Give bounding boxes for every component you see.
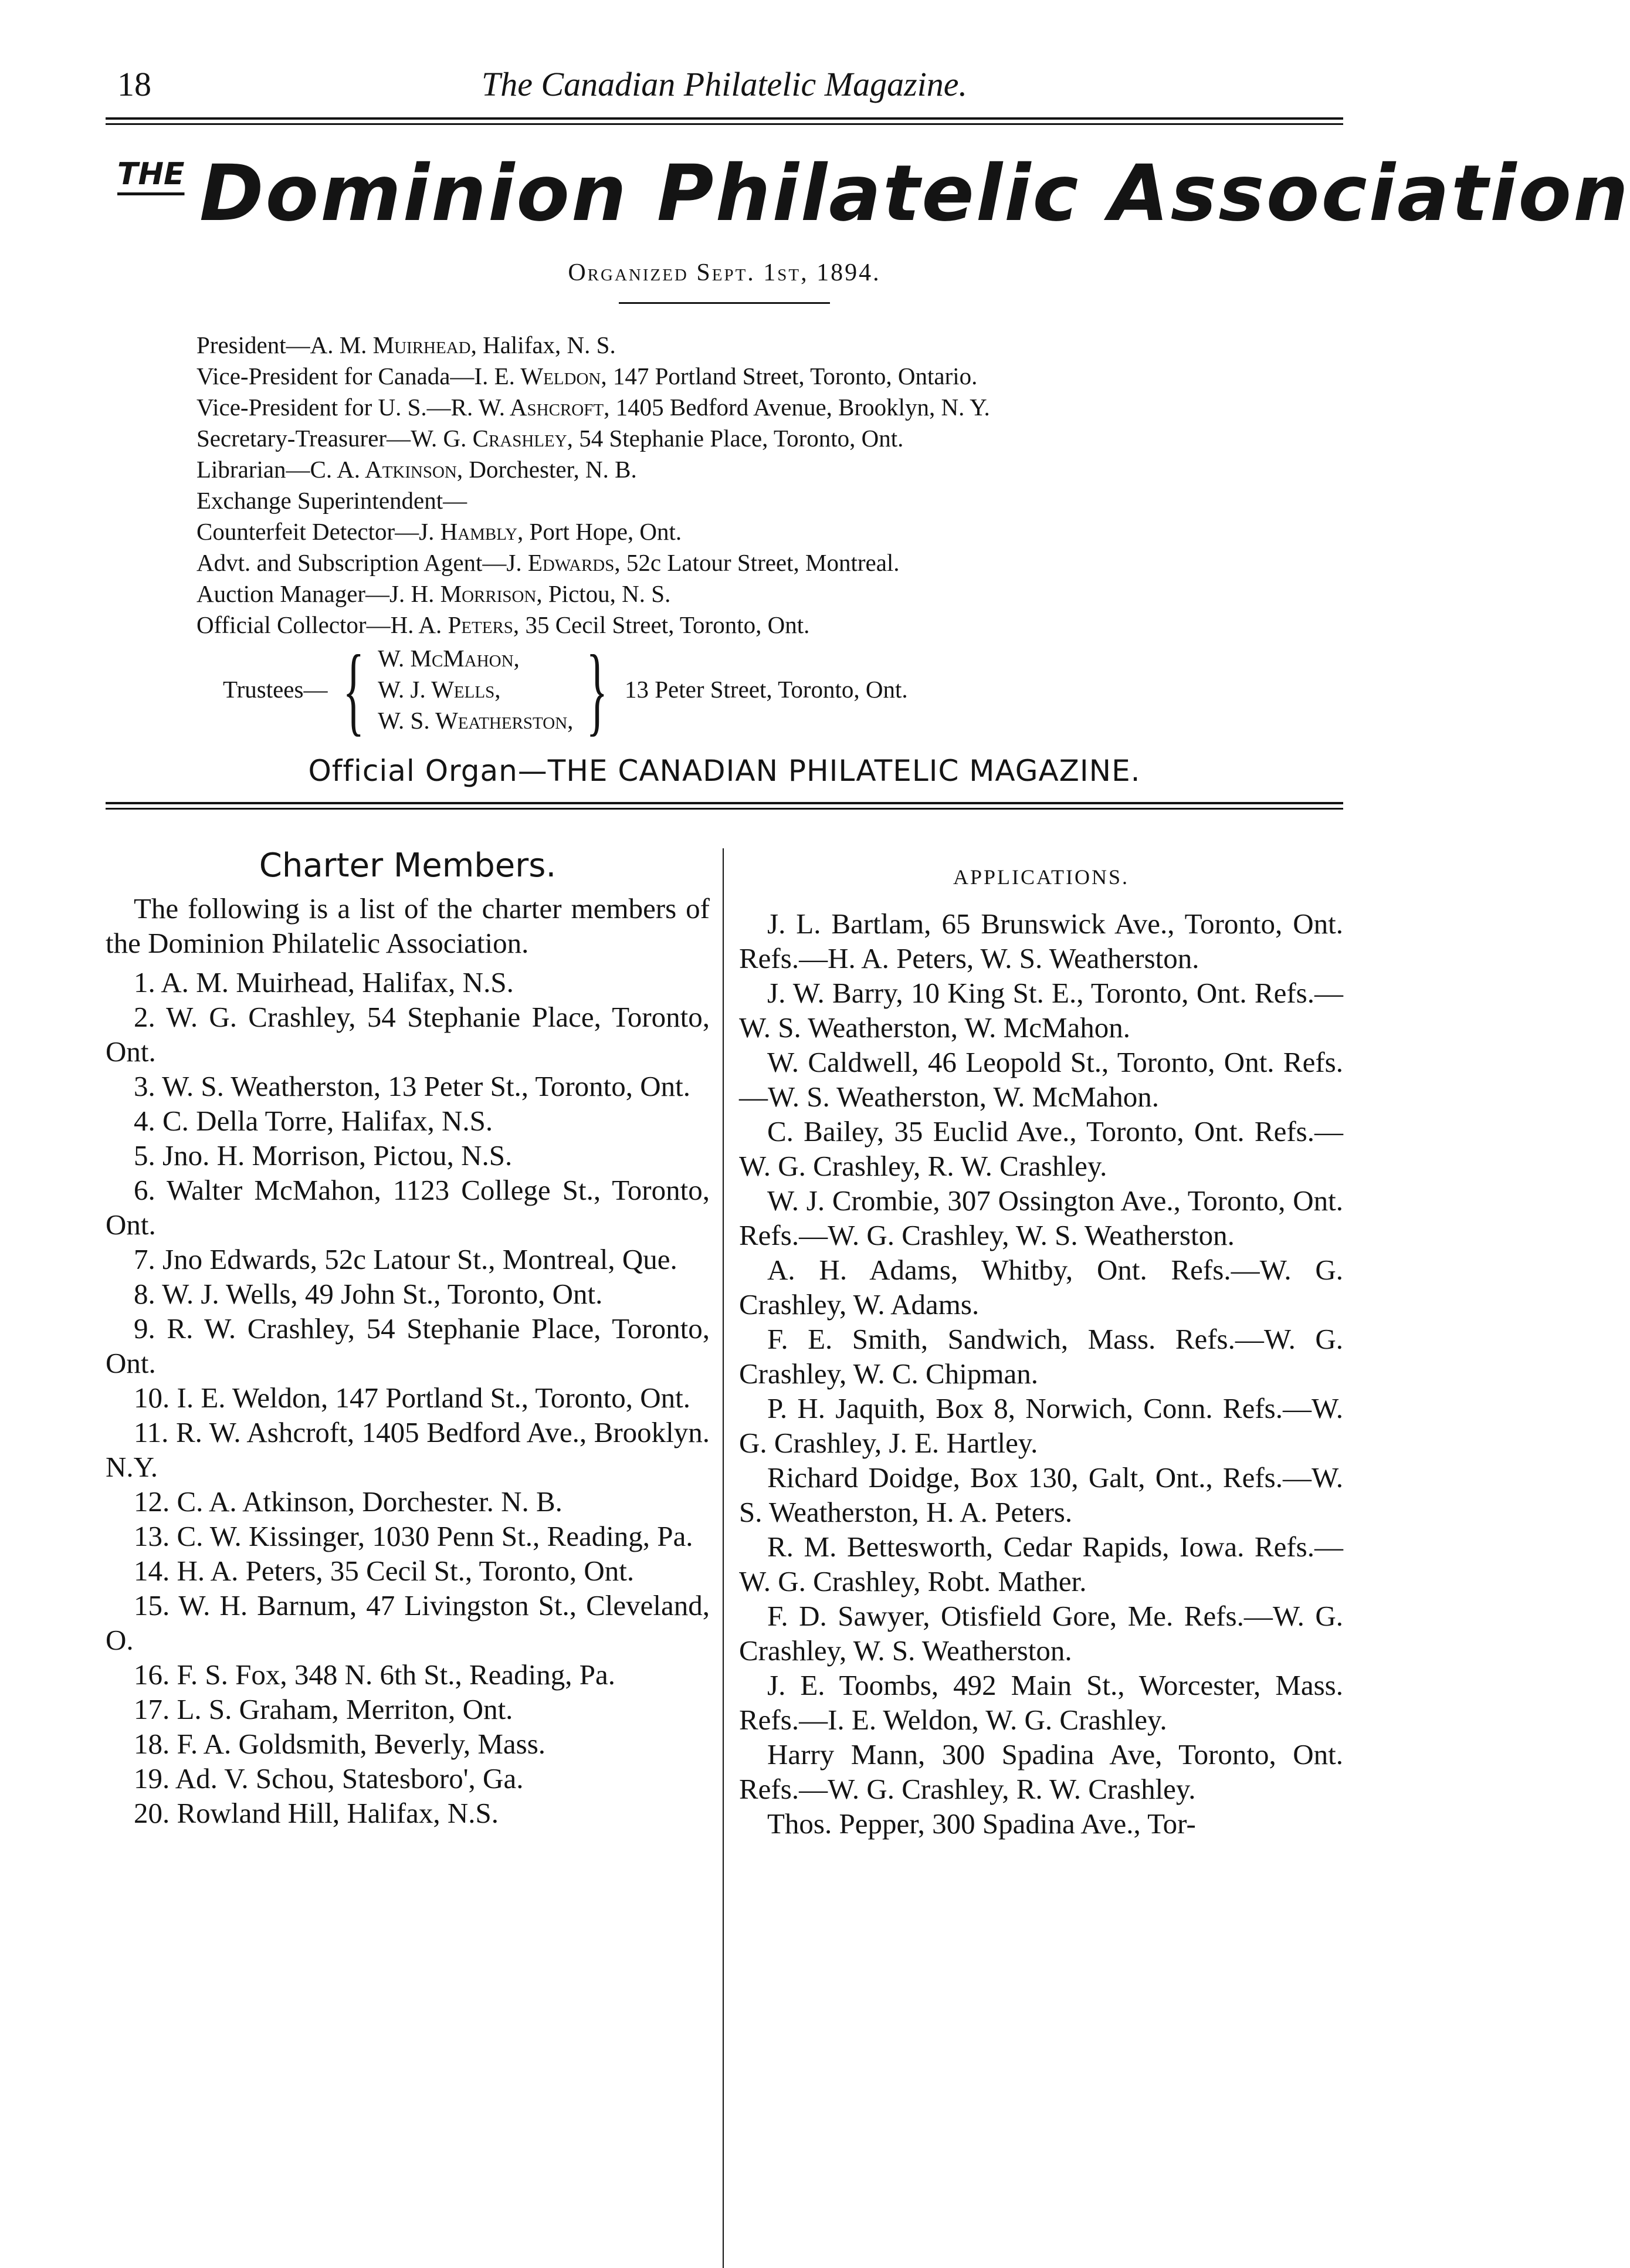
trustees-block [223,634,1343,745]
officer-name: A. M. Muirhead, [310,331,477,358]
officer-address: Port Hope, Ont. [523,518,682,545]
list-item: 2. W. G. Crashley, 54 Stephanie Place, Toronto, Ont. [106,1001,710,1068]
officer-line [196,454,1343,485]
list-item: 16. F. S. Fox, 348 N. 6th St., Reading, Pa. [134,1658,615,1691]
list-item: 10. I. E. Weldon, 147 Portland St., Toronto, Ont. [134,1382,691,1414]
officer-line [196,361,1343,392]
list-item: R. M. Bettesworth, Cedar Rapids, Iowa. Refs.—W. G. Crashley, Robt. Mather. [739,1531,1343,1597]
officer-address: 54 Stephanie Place, Toronto, Ont. [572,425,904,452]
officer-name: J. Edwards, [506,549,621,576]
masthead [106,148,1630,254]
running-head [106,53,1343,117]
list-item: Harry Mann, 300 Spadina Ave, Toronto, Ont. Refs.—W. G. Crashley, R. W. Crashley. [739,1738,1343,1805]
list-item: 20. Rowland Hill, Halifax, N.S. [134,1797,499,1829]
trustee-name: W. McMahon, [378,645,520,672]
officer-role: Auction Manager— [196,580,390,607]
list-item: 11. R. W. Ashcroft, 1405 Bedford Ave., Brooklyn. N.Y. [106,1416,710,1483]
running-title: The Canadian Philatelic Magazine. [481,65,968,103]
officer-name: H. A. Peters, [390,611,520,638]
officer-name: C. A. Atkinson, [310,456,463,483]
officers-list [196,330,1343,641]
trustee-names [378,643,573,736]
officer-role: Secretary-Treasurer— [196,425,411,452]
officer-address: 52c Latour Street, Montreal. [620,549,900,576]
page-number: 18 [117,65,151,103]
list-item: A. H. Adams, Whitby, Ont. Refs.—W. G. Crashley, W. Adams. [739,1254,1343,1321]
officer-name: W. G. Crashley, [411,425,573,452]
trustee-name: W. S. Weatherston, [378,707,574,734]
officer-name: J. Hambly, [419,518,524,545]
list-item: J. E. Toombs, 492 Main St., Worcester, Mass. Refs.—I. E. Weldon, W. G. Crashley. [739,1669,1343,1736]
officer-role: Vice-President for U. S.— [196,394,451,421]
charter-intro: The following is a list of the charter members of the Dominion Philatelic Association. [106,892,710,959]
list-item: P. H. Jaquith, Box 8, Norwich, Conn. Refs.—W. G. Crashley, J. E. Hartley. [739,1392,1343,1459]
trustees-label: Trustees— [223,676,328,703]
list-item: 19. Ad. V. Schou, Statesboro', Ga. [134,1762,524,1795]
officer-role: Librarian— [196,456,310,483]
list-item: 17. L. S. Graham, Merriton, Ont. [134,1693,513,1725]
officer-name: R. W. Ashcroft, [450,394,610,421]
header-rule [106,117,1343,125]
officer-line [196,516,1343,547]
list-item: 6. Walter McMahon, 1123 College St., Toronto, Ont. [106,1174,710,1241]
officer-address: 1405 Bedford Avenue, Brooklyn, N. Y. [609,394,990,421]
officer-role: Counterfeit Detector— [196,518,419,545]
list-item: F. E. Smith, Sandwich, Mass. Refs.—W. G. Crashley, W. C. Chipman. [739,1323,1343,1390]
short-divider [619,302,830,304]
charter-heading: Charter Members. [259,847,557,885]
list-item: 15. W. H. Barnum, 47 Livingston St., Cleveland, O. [106,1589,710,1656]
list-item: C. Bailey, 35 Euclid Ave., Toronto, Ont. Refs.—W. G. Crashley, R. W. Crashley. [739,1115,1343,1182]
list-item: 9. R. W. Crashley, 54 Stephanie Place, Toronto, Ont. [106,1312,710,1379]
applications-heading: APPLICATIONS. [953,865,1130,889]
magazine-page [106,53,1630,2094]
officer-name: J. H. Morrison, [389,580,543,607]
left-brace: { [343,634,365,745]
list-item: 4. C. Della Torre, Halifax, N.S. [134,1105,493,1137]
officer-name: I. E. Weldon, [474,363,607,390]
list-item: W. J. Crombie, 307 Ossington Ave., Toronto, Ont. Refs.—W. G. Crashley, W. S. Weatherston. [739,1184,1343,1251]
list-item: 8. W. J. Wells, 49 John St., Toronto, Ont. [134,1278,603,1310]
list-item: Richard Doidge, Box 130, Galt, Ont., Refs.—W. S. Weatherston, H. A. Peters. [739,1461,1343,1528]
organized-date: Organized Sept. 1st, 1894. [568,259,881,286]
list-item: 7. Jno Edwards, 52c Latour St., Montreal, Que. [134,1243,677,1275]
official-organ: Official Organ—THE CANADIAN PHILATELIC MAGAZINE. [308,754,1141,788]
officer-address: Halifax, N. S. [476,331,616,358]
list-item: 18. F. A. Goldsmith, Beverly, Mass. [134,1728,546,1760]
right-brace: } [586,634,608,745]
list-item: 14. H. A. Peters, 35 Cecil St., Toronto, Ont. [134,1555,635,1587]
officer-role: Advt. and Subscription Agent— [196,549,507,576]
masthead-title: Dominion Philatelic Association [199,148,1630,239]
masthead-the: THE [117,157,185,192]
officer-line [196,485,1343,516]
trustees-address: 13 Peter Street, Toronto, Ont. [625,676,908,703]
trustee-name: W. J. Wells, [378,676,501,703]
applications-column [724,825,1343,2268]
list-item: F. D. Sawyer, Otisfield Gore, Me. Refs.—W. G. Crashley, W. S. Weatherston. [739,1600,1343,1667]
list-item: 12. C. A. Atkinson, Dorchester. N. B. [134,1485,562,1518]
two-columns [106,825,1343,2268]
officer-line [196,547,1343,578]
officer-role: Exchange Superintendent— [196,487,467,514]
list-item: J. L. Bartlam, 65 Brunswick Ave., Toronto, Ont. Refs.—H. A. Peters, W. S. Weatherston. [739,908,1343,974]
officer-address: 147 Portland Street, Toronto, Ontario. [606,363,978,390]
officer-role: Official Collector— [196,611,391,638]
list-item: 3. W. S. Weatherston, 13 Peter St., Toronto, Ont. [134,1070,691,1102]
officer-address: 35 Cecil Street, Toronto, Ont. [519,611,810,638]
list-item: W. Caldwell, 46 Leopold St., Toronto, Ont. Refs.—W. S. Weatherston, W. McMahon. [739,1046,1343,1113]
officer-line [196,392,1343,423]
list-item: 5. Jno. H. Morrison, Pictou, N.S. [134,1139,513,1172]
officer-line [196,330,1343,361]
officer-line [196,423,1343,454]
officer-line [196,610,1343,641]
list-item: 1. A. M. Muirhead, Halifax, N.S. [134,966,514,998]
officer-address: Dorchester, N. B. [463,456,637,483]
officer-address: Pictou, N. S. [542,580,671,607]
section-rule [106,802,1343,810]
list-item: Thos. Pepper, 300 Spadina Ave., Tor- [767,1807,1196,1840]
officer-role: Vice-President for Canada— [196,363,475,390]
officer-role: President— [196,331,310,358]
list-item: 13. C. W. Kissinger, 1030 Penn St., Reading, Pa. [134,1520,693,1552]
charter-members-column [106,825,723,2268]
list-item: J. W. Barry, 10 King St. E., Toronto, Ont. Refs.—W. S. Weatherston, W. McMahon. [739,977,1343,1044]
officer-line [196,578,1343,610]
